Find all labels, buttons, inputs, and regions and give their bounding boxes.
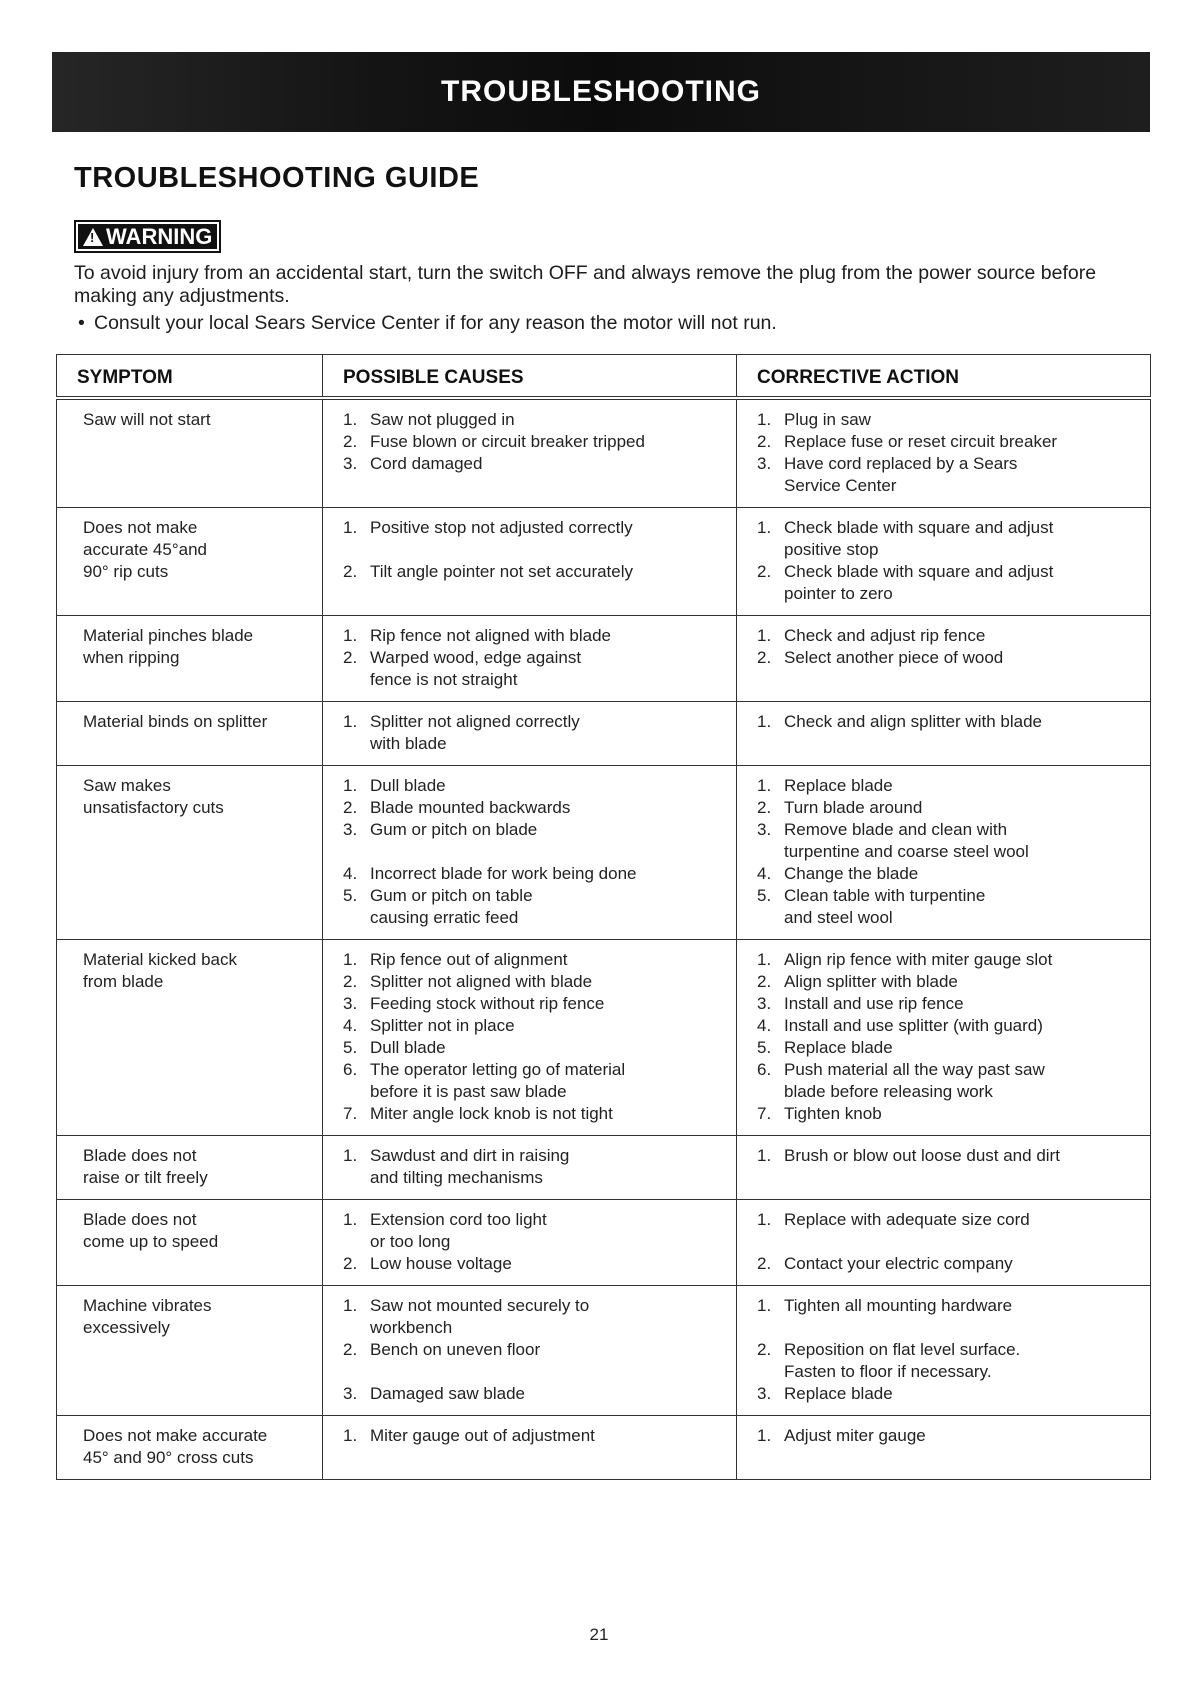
table-row <box>57 508 1151 616</box>
item-text: Turn blade around <box>784 798 923 817</box>
symptom-text: Blade does not raise or tilt freely <box>83 1146 208 1187</box>
page-title: TROUBLESHOOTING GUIDE <box>74 162 480 194</box>
item-text: Replace blade <box>784 1038 893 1057</box>
item-number: 1. <box>757 776 772 795</box>
item-text: Check and align splitter with blade <box>784 712 1042 731</box>
item-number: 1. <box>343 626 358 645</box>
item-text: Gum or pitch on table causing erratic feed <box>370 886 533 927</box>
item-text: Tilt angle pointer not set accurately <box>370 562 634 581</box>
item-text: Fuse blown or circuit breaker tripped <box>370 432 645 451</box>
corrective-action-cell <box>737 398 1151 508</box>
possible-causes-cell <box>323 702 737 766</box>
symptom-cell <box>57 616 323 702</box>
action-item <box>757 1425 1138 1447</box>
item-text: Rip fence not aligned with blade <box>370 626 611 645</box>
symptom-text: Material kicked back from blade <box>83 950 238 991</box>
cause-item <box>343 1425 724 1447</box>
action-item <box>757 453 1138 497</box>
item-text: Saw not mounted securely to workbench <box>370 1296 590 1337</box>
cause-item <box>343 517 724 539</box>
action-item <box>757 819 1138 863</box>
item-text: Brush or blow out loose dust and dirt <box>784 1146 1060 1165</box>
action-item <box>757 1145 1138 1167</box>
corrective-action-cell <box>737 508 1151 616</box>
table-header-row <box>57 355 1151 399</box>
bullet-dot-icon: • <box>78 312 85 334</box>
possible-causes-cell <box>323 616 737 702</box>
item-number: 5. <box>757 1038 772 1057</box>
action-item <box>757 561 1138 605</box>
item-number: 1. <box>343 1210 358 1229</box>
warning-label: WARNING <box>106 223 213 249</box>
item-number: 2. <box>343 432 358 451</box>
possible-causes-cell <box>323 1200 737 1286</box>
corrective-action-cell <box>737 940 1151 1136</box>
cause-item <box>343 863 724 885</box>
item-text: Remove blade and clean with turpentine and coarse steel wool <box>784 820 1029 861</box>
corrective-action-cell <box>737 702 1151 766</box>
possible-causes-cell <box>323 398 737 508</box>
corrective-action-cell <box>737 1200 1151 1286</box>
action-item <box>757 1295 1138 1317</box>
item-number: 2. <box>343 1254 358 1273</box>
item-text: Tighten all mounting hardware <box>784 1296 1013 1315</box>
cause-item <box>343 819 724 841</box>
item-number: 4. <box>757 864 772 883</box>
table-row <box>57 940 1151 1136</box>
item-text: Splitter not aligned with blade <box>370 972 593 991</box>
table-row <box>57 702 1151 766</box>
item-text: Gum or pitch on blade <box>370 820 538 839</box>
item-number: 1. <box>757 950 772 969</box>
item-number: 4. <box>757 1016 772 1035</box>
item-text: Dull blade <box>370 1038 446 1057</box>
cause-item <box>343 561 724 583</box>
cause-item <box>343 971 724 993</box>
action-item <box>757 775 1138 797</box>
cause-item <box>343 1383 724 1405</box>
symptom-text: Blade does not come up to speed <box>83 1210 219 1251</box>
item-number: 7. <box>757 1104 772 1123</box>
symptom-cell <box>57 1416 323 1480</box>
cause-item <box>343 949 724 971</box>
item-number: 2. <box>757 1254 772 1273</box>
table-row <box>57 1416 1151 1480</box>
action-item <box>757 885 1138 929</box>
item-text: Align rip fence with miter gauge slot <box>784 950 1053 969</box>
symptom-text: Machine vibrates excessively <box>83 1296 212 1337</box>
symptom-cell <box>57 1286 323 1416</box>
item-text: Replace with adequate size cord <box>784 1210 1030 1229</box>
cause-item <box>343 775 724 797</box>
action-item <box>757 797 1138 819</box>
action-item <box>757 625 1138 647</box>
cause-item <box>343 1015 724 1037</box>
item-number: 2. <box>757 798 772 817</box>
item-text: Low house voltage <box>370 1254 512 1273</box>
action-item <box>757 647 1138 669</box>
action-item <box>757 1339 1138 1383</box>
item-number: 7. <box>343 1104 358 1123</box>
action-item <box>757 949 1138 971</box>
item-text: Clean table with turpentine and steel wool <box>784 886 986 927</box>
item-text: Damaged saw blade <box>370 1384 525 1403</box>
item-number: 3. <box>343 820 358 839</box>
action-item <box>757 431 1138 453</box>
item-text: Blade mounted backwards <box>370 798 571 817</box>
item-number: 6. <box>757 1060 772 1079</box>
item-text: Miter angle lock knob is not tight <box>370 1104 613 1123</box>
item-number: 1. <box>343 776 358 795</box>
item-number: 1. <box>757 410 772 429</box>
action-item <box>757 1209 1138 1231</box>
item-text: Miter gauge out of adjustment <box>370 1426 595 1445</box>
symptom-text: Material binds on splitter <box>83 712 268 731</box>
possible-causes-cell <box>323 940 737 1136</box>
corrective-action-cell <box>737 766 1151 940</box>
item-text: Plug in saw <box>784 410 871 429</box>
cause-item <box>343 797 724 819</box>
possible-causes-cell <box>323 1136 737 1200</box>
item-number: 1. <box>757 1146 772 1165</box>
symptom-cell <box>57 508 323 616</box>
item-text: Incorrect blade for work being done <box>370 864 637 883</box>
item-number: 3. <box>757 820 772 839</box>
item-number: 1. <box>757 712 772 731</box>
item-text: Extension cord too light or too long <box>370 1210 547 1251</box>
item-text: Install and use splitter (with guard) <box>784 1016 1043 1035</box>
item-text: Replace fuse or reset circuit breaker <box>784 432 1058 451</box>
item-number: 3. <box>757 454 772 473</box>
item-text: Contact your electric company <box>784 1254 1013 1273</box>
action-item <box>757 517 1138 561</box>
warning-text: To avoid injury from an accidental start, turn the switch OFF and always remove the plug from the power source before making any adjustments. <box>74 262 1097 307</box>
item-number: 1. <box>757 1210 772 1229</box>
item-number: 3. <box>757 1384 772 1403</box>
corrective-action-cell <box>737 616 1151 702</box>
possible-causes-cell <box>323 1416 737 1480</box>
item-text: Have cord replaced by a Sears Service Center <box>784 454 1018 495</box>
item-number: 3. <box>757 994 772 1013</box>
action-item <box>757 1253 1138 1275</box>
cause-item <box>343 1295 724 1339</box>
item-text: Adjust miter gauge <box>784 1426 926 1445</box>
possible-causes-cell <box>323 1286 737 1416</box>
item-number: 5. <box>343 886 358 905</box>
corrective-action-cell <box>737 1416 1151 1480</box>
item-number: 1. <box>343 712 358 731</box>
section-banner <box>52 52 1150 132</box>
symptom-cell <box>57 766 323 940</box>
cause-item <box>343 1103 724 1125</box>
table-row <box>57 766 1151 940</box>
item-text: Tighten knob <box>784 1104 882 1123</box>
action-item <box>757 409 1138 431</box>
header-corrective-action: CORRECTIVE ACTION <box>737 355 1151 399</box>
item-number: 1. <box>757 626 772 645</box>
item-text: Positive stop not adjusted correctly <box>370 518 633 537</box>
cause-item <box>343 885 724 929</box>
item-number: 1. <box>343 950 358 969</box>
symptom-text: Does not make accurate 45°and 90° rip cuts <box>83 518 207 581</box>
cause-item <box>343 993 724 1015</box>
item-text: Splitter not in place <box>370 1016 515 1035</box>
symptom-text: Does not make accurate 45° and 90° cross cuts <box>83 1426 268 1467</box>
item-number: 1. <box>343 1296 358 1315</box>
item-number: 3. <box>343 454 358 473</box>
banner-title: TROUBLESHOOTING <box>441 75 761 108</box>
action-item <box>757 1103 1138 1125</box>
warning-bullet-text: Consult your local Sears Service Center if for any reason the motor will not run. <box>94 312 777 334</box>
item-number: 6. <box>343 1060 358 1079</box>
item-number: 2. <box>343 562 358 581</box>
symptom-cell <box>57 940 323 1136</box>
cause-item <box>343 1209 724 1253</box>
item-number: 5. <box>757 886 772 905</box>
page-number: 21 <box>589 1625 609 1644</box>
item-text: Check and adjust rip fence <box>784 626 986 645</box>
table-body <box>57 398 1151 1480</box>
item-text: Bench on uneven floor <box>370 1340 541 1359</box>
header-symptom: SYMPTOM <box>57 355 323 399</box>
item-number: 1. <box>757 1426 772 1445</box>
item-number: 3. <box>343 1384 358 1403</box>
cause-item <box>343 453 724 475</box>
item-number: 2. <box>757 1340 772 1359</box>
symptom-cell <box>57 702 323 766</box>
item-text: Reposition on flat level surface. Fasten to floor if necessary. <box>784 1340 1021 1381</box>
item-number: 4. <box>343 1016 358 1035</box>
item-number: 2. <box>757 432 772 451</box>
item-number: 2. <box>757 562 772 581</box>
possible-causes-cell <box>323 766 737 940</box>
item-number: 2. <box>757 972 772 991</box>
item-number: 3. <box>343 994 358 1013</box>
item-text: Replace blade <box>784 776 893 795</box>
action-item <box>757 1059 1138 1103</box>
header-possible-causes: POSSIBLE CAUSES <box>323 355 737 399</box>
table-row <box>57 1200 1151 1286</box>
item-text: Replace blade <box>784 1384 893 1403</box>
action-item <box>757 863 1138 885</box>
warning-badge <box>74 220 221 253</box>
cause-item <box>343 647 724 691</box>
item-number: 1. <box>343 518 358 537</box>
symptom-cell <box>57 398 323 508</box>
action-item <box>757 1037 1138 1059</box>
item-number: 2. <box>343 798 358 817</box>
item-number: 1. <box>343 1426 358 1445</box>
item-text: Saw not plugged in <box>370 410 515 429</box>
symptom-text: Saw will not start <box>83 410 211 429</box>
cause-item <box>343 431 724 453</box>
table-row <box>57 1286 1151 1416</box>
table-row <box>57 1136 1151 1200</box>
item-text: Warped wood, edge against fence is not straight <box>370 648 582 689</box>
item-text: Push material all the way past saw blade before releasing work <box>784 1060 1045 1101</box>
symptom-text: Material pinches blade when ripping <box>83 626 254 667</box>
table-row <box>57 398 1151 508</box>
item-number: 2. <box>343 1340 358 1359</box>
cause-item <box>343 409 724 431</box>
item-text: Install and use rip fence <box>784 994 964 1013</box>
symptom-text: Saw makes unsatisfactory cuts <box>83 776 224 817</box>
item-text: Check blade with square and adjust pointer to zero <box>784 562 1054 603</box>
item-text: Cord damaged <box>370 454 483 473</box>
table-row <box>57 616 1151 702</box>
item-text: Sawdust and dirt in raising and tilting mechanisms <box>370 1146 570 1187</box>
symptom-cell <box>57 1136 323 1200</box>
item-number: 1. <box>343 410 358 429</box>
item-text: Dull blade <box>370 776 446 795</box>
item-number: 1. <box>757 518 772 537</box>
cause-item <box>343 625 724 647</box>
cause-item <box>343 1145 724 1189</box>
item-number: 4. <box>343 864 358 883</box>
item-text: Feeding stock without rip fence <box>370 994 605 1013</box>
item-text: Check blade with square and adjust positive stop <box>784 518 1054 559</box>
item-number: 2. <box>757 648 772 667</box>
possible-causes-cell <box>323 508 737 616</box>
cause-item <box>343 1059 724 1103</box>
warning-bullet <box>78 312 1138 335</box>
item-text: Select another piece of wood <box>784 648 1004 667</box>
cause-item <box>343 711 724 755</box>
corrective-action-cell <box>737 1136 1151 1200</box>
troubleshooting-table <box>56 354 1151 1480</box>
item-number: 1. <box>757 1296 772 1315</box>
cause-item <box>343 1037 724 1059</box>
item-text: The operator letting go of material before it is past saw blade <box>370 1060 626 1101</box>
action-item <box>757 1383 1138 1405</box>
cause-item <box>343 1253 724 1275</box>
cause-item <box>343 1339 724 1361</box>
item-text: Change the blade <box>784 864 919 883</box>
item-number: 2. <box>343 972 358 991</box>
warning-triangle-icon <box>83 228 103 246</box>
item-number: 1. <box>343 1146 358 1165</box>
item-text: Splitter not aligned correctly with blade <box>370 712 580 753</box>
item-text: Rip fence out of alignment <box>370 950 568 969</box>
action-item <box>757 711 1138 733</box>
corrective-action-cell <box>737 1286 1151 1416</box>
action-item <box>757 993 1138 1015</box>
item-number: 2. <box>343 648 358 667</box>
item-number: 5. <box>343 1038 358 1057</box>
item-text: Align splitter with blade <box>784 972 958 991</box>
action-item <box>757 1015 1138 1037</box>
action-item <box>757 971 1138 993</box>
symptom-cell <box>57 1200 323 1286</box>
